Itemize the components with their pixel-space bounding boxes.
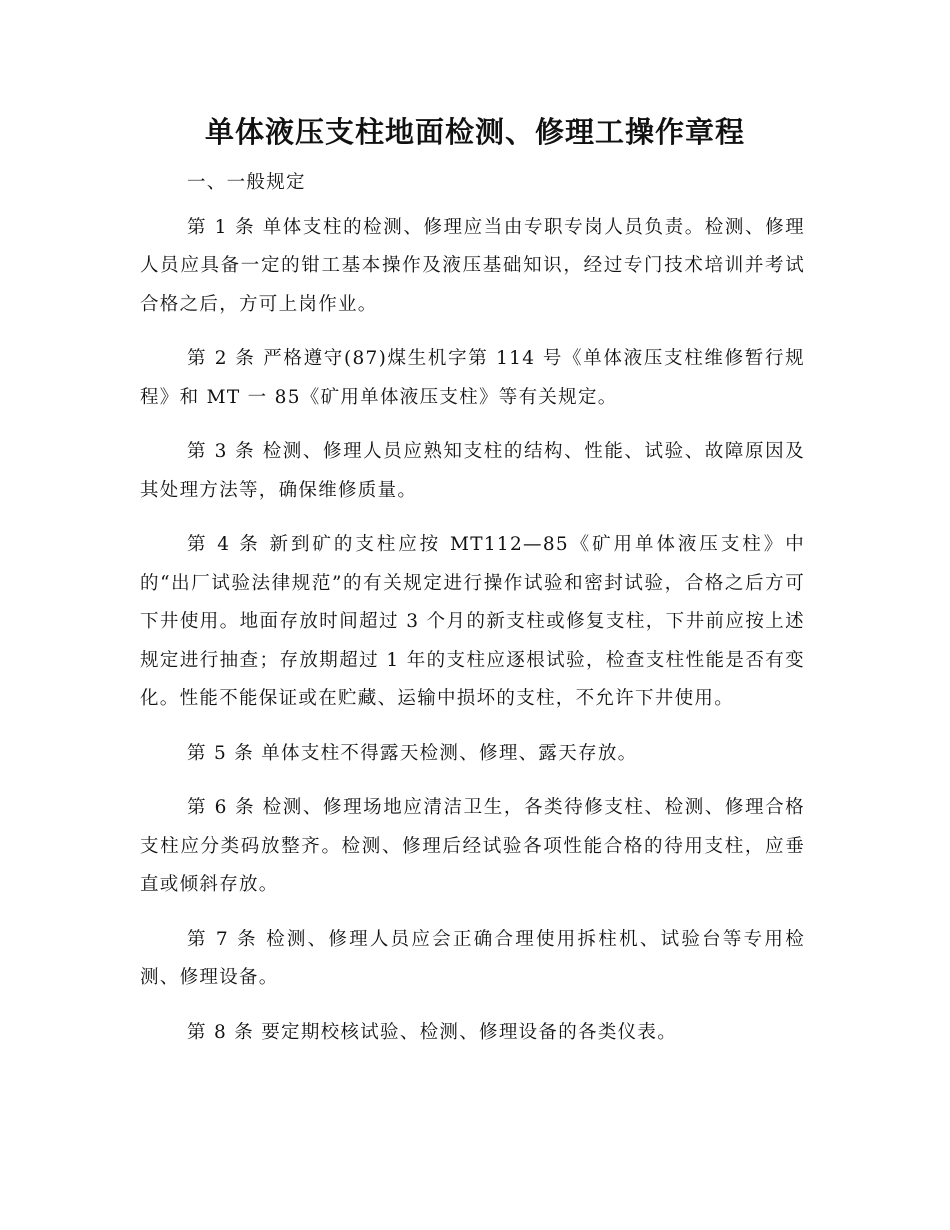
article-label: 第 8 条 bbox=[187, 1021, 255, 1043]
article-label: 第 6 条 bbox=[187, 797, 256, 818]
article-text: 检测、修理人员应会正确合理使用拆柱机、试验台等专用检测、修理设备。 bbox=[140, 928, 805, 988]
article-4 bbox=[140, 526, 805, 719]
article-label: 第 3 条 bbox=[187, 441, 256, 462]
article-7 bbox=[140, 921, 805, 998]
article-text: 检测、修理场地应清洁卫生，各类待修支柱、检测、修理合格支柱应分类码放整齐。检测、修理后经试验各项性能合格的待用支柱，应垂直或倾斜存放。 bbox=[140, 797, 805, 895]
article-label: 第 7 条 bbox=[187, 928, 258, 950]
article-label: 第 4 条 bbox=[187, 534, 261, 555]
article-text: 检测、修理人员应熟知支柱的结构、性能、试验、故障原因及其处理方法等，确保维修质量。 bbox=[140, 441, 805, 501]
document-body bbox=[140, 164, 805, 1068]
article-label: 第 2 条 bbox=[187, 348, 256, 369]
article-5 bbox=[140, 735, 805, 774]
document-title: 单体液压支柱地面检测、修理工操作章程 bbox=[204, 115, 745, 149]
article-6 bbox=[140, 789, 805, 905]
article-3 bbox=[140, 433, 805, 510]
article-label: 第 5 条 bbox=[187, 742, 255, 764]
section-heading: 一、一般规定 bbox=[187, 172, 306, 193]
article-1 bbox=[140, 209, 805, 325]
article-2 bbox=[140, 340, 805, 417]
article-text: 要定期校核试验、检测、修理设备的各类仪表。 bbox=[261, 1021, 678, 1043]
article-text: 新到矿的支柱应按 MT112—85《矿用单体液压支柱》中的“出厂试验法律规范”的有关规定进行操作试验和密封试验，合格之后方可下井使用。地面存放时间超过 3 个月的新支柱或修复支柱，下井前应按上述规定进行抽查；存放期超过 1 年的支柱应逐根试验，检查支柱性能是否有变化。性能不能保证或在贮藏、运输中损坏的支柱，不允许下井使用。 bbox=[140, 534, 805, 709]
article-text: 单体支柱的检测、修理应当由专职专岗人员负责。检测、修理人员应具备一定的钳工基本操作及液压基础知识，经过专门技术培训并考试合格之后，方可上岗作业。 bbox=[140, 216, 805, 315]
article-text: 严格遵守(87)煤生机字第 114 号《单体液压支柱维修暂行规程》和 MT 一 85《矿用单体液压支柱》等有关规定。 bbox=[140, 348, 805, 408]
article-8 bbox=[140, 1014, 805, 1053]
article-text: 单体支柱不得露天检测、修理、露天存放。 bbox=[261, 742, 638, 764]
article-label: 第 1 条 bbox=[187, 216, 256, 238]
